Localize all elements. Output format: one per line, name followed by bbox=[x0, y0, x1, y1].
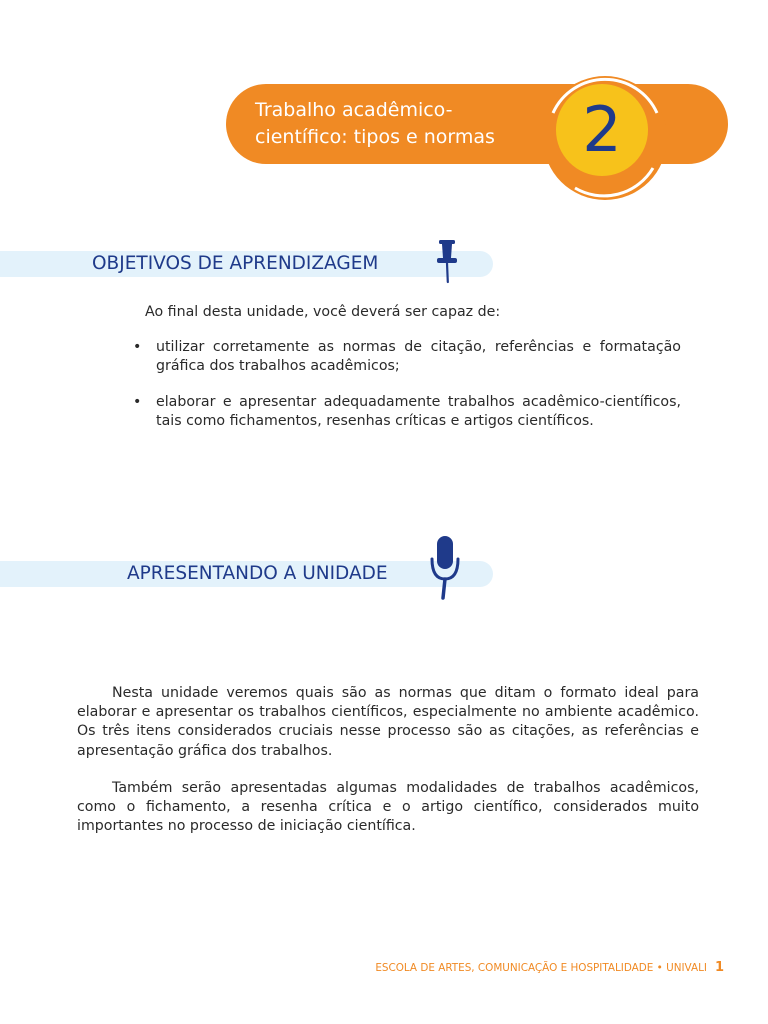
bullet-icon: • bbox=[133, 394, 142, 410]
bullet-icon: • bbox=[133, 339, 142, 355]
objectives-heading: OBJETIVOS DE APRENDIZAGEM bbox=[92, 253, 379, 274]
chapter-number: 2 bbox=[582, 93, 622, 166]
chapter-title-line-2: científico: tipos e normas bbox=[255, 126, 495, 148]
chapter-title-line-1: Trabalho acadêmico- bbox=[255, 99, 453, 121]
page-number: 1 bbox=[714, 960, 724, 975]
pushpin-icon bbox=[434, 238, 460, 284]
objectives-list bbox=[133, 338, 681, 448]
page-footer bbox=[375, 960, 724, 976]
list-item bbox=[133, 338, 681, 375]
microphone-icon bbox=[428, 535, 462, 601]
paragraph: Nesta unidade veremos quais são as normas que ditam o formato ideal para elaborar e apresentar os trabalhos científicos, especialmente no ambiente acadêmico. Os três itens considerados cruciais nesse processo são as citações, as referências e apresentação gráfica dos trabalhos. bbox=[77, 685, 699, 759]
paragraph: Também serão apresentadas algumas modalidades de trabalhos acadêmicos, como o fichamento, a resenha crítica e o artigo científico, considerados muito importantes no processo de iniciação científica. bbox=[77, 779, 699, 835]
objective-text: elaborar e apresentar adequadamente trabalhos acadêmico-científicos, tais como fichamentos, resenhas críticas e artigos científicos. bbox=[156, 394, 681, 429]
objective-text: utilizar corretamente as normas de citação, referências e formatação gráfica dos trabalhos acadêmicos; bbox=[156, 339, 681, 374]
presentation-body bbox=[77, 684, 699, 854]
objectives-intro: Ao final desta unidade, você deverá ser capaz de: bbox=[145, 304, 501, 320]
footer-text: ESCOLA DE ARTES, COMUNICAÇÃO E HOSPITALIDADE • UNIVALI bbox=[375, 962, 707, 974]
presentation-heading: APRESENTANDO A UNIDADE bbox=[127, 563, 388, 584]
chapter-title bbox=[255, 97, 555, 151]
list-item bbox=[133, 393, 681, 430]
